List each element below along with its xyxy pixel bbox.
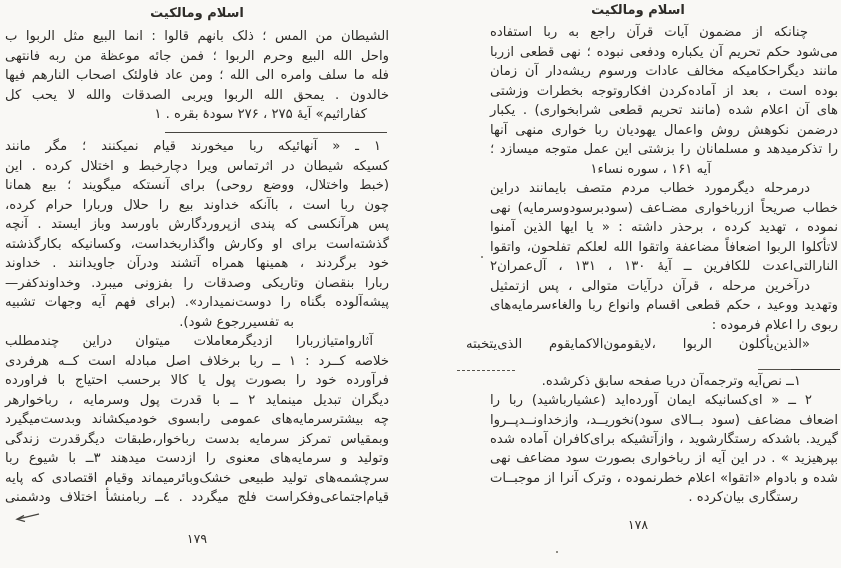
text-line: چون ربا است ، باآنکه خداوند بیع را حلال وربارا حرام کرده،	[5, 197, 389, 213]
text-line: وتهدید ووعید ، حکم قطعی اقسام وانواع ربا والغاءسرمایه‌های	[490, 298, 838, 313]
text-line: مانند دیگراحکامیکه مخالف عادات ورسوم ریشه‌دار آن زمان	[490, 64, 838, 79]
text-line: بپرهیزید » . در این آیه از رباخواری بصورت سود مضاعف نهی	[490, 451, 838, 467]
text-line: خلاصه کــرد : ۱ ــ ربا برخلاف اصل مبادله است کــه هرفردی	[5, 353, 389, 369]
text-line: پس هرآنکسی که پندی ازپروردگارش باورسد وباز ایستد . آنچه	[5, 217, 389, 232]
text-line: شده و بادوام «اتقوا» اعلام خطرنموده ، وترک آنرا از موجبــات	[490, 470, 838, 486]
text-line: فرآورده خود را بصورت پول یا کالا برحسب احتیاج با فراورده	[5, 373, 389, 388]
text-line: ۲ ــ « ای‌کسانیکه ایمان آورده‌اید (عشیارباشید) ربا را	[490, 393, 812, 409]
text-line: پیشه‌آلوده بگناه را دوست‌نمیدارد». (برای فهم آیه وجهات تشبیه	[5, 295, 389, 310]
text-line: به تفسیررجوع شود).	[179, 314, 294, 330]
text-line: سرچشمه‌های تولید طبیعی خشک‌وبائرمیماند وقیام اقتصادی که پایه	[5, 470, 389, 486]
right-footnote-separator-right-segment	[758, 369, 840, 370]
text-line: چنانکه از مضمون آیات قرآن راجع به ربا استفاده	[490, 25, 808, 40]
text-line: النارالتی‌اعدت للکافرین ــ آیهٔ ۱۳۰ ، ۱۳۱ ، آل‌عمران۲	[490, 259, 838, 274]
text-line: قیام‌اجتماعی‌وفکراست فلج میگردد . ٤ــ ربامنشأ اختلاف ودشمنی	[5, 490, 389, 505]
text-line: ۱ــ نص‌آیه وترجمه‌آن دریا صفحه سابق ذکرشده.	[541, 374, 801, 389]
text-line: اضعاف مضاعف (سود بــالای سود)نخوریــد، وازخداونــدپــروا	[490, 412, 838, 428]
text-line: کسیکه شیطان در اثرتماس ویرا دچارخبط و اختلال کرده . این	[5, 158, 389, 174]
text-line: را تذکرمیدهد و مسلمانان را بزشتی این عمل متوجه میسازد ؛	[490, 142, 838, 157]
text-line: درآخرین مرحله ، قرآن درآیات متوالی ، پس ازتمثیل	[490, 278, 810, 294]
handwritten-arrow-icon	[11, 510, 41, 524]
right-footnote-block	[490, 372, 838, 507]
text-line: خود برگردند ، همینها همراه آتشند ودرآن جاویدانند . خداوند	[5, 256, 389, 271]
text-line: کفاراثیم» آیهٔ ۲۷۵ ، ۲۷۶ سودهٔ بقره . ۱	[154, 107, 367, 122]
text-line: واحل الله البیع وحرم الربوا ؛ فمن جائه موعظة من ربه فانتهی	[5, 48, 389, 64]
text-line: (خبط واختلال، ووضع روحی) برای آنستکه میگویند ؛ بیع همانا	[5, 178, 389, 193]
left-quote-block	[5, 27, 389, 125]
scan-speck	[556, 551, 558, 553]
text-line: رستگاری بیان‌کرده .	[688, 490, 798, 506]
left-footnote-block	[5, 137, 389, 508]
left-footnote-separator	[165, 132, 387, 133]
right-footnote-separator-left-segment	[457, 370, 515, 371]
text-line: «الذین‌یأکلون الربوا ،لایقومون‌الاکمایقوم الذی‌یتخبته	[466, 337, 810, 352]
text-line: گیرید. باشدکه رستگارشوید ، وازآتشیکه برای‌کافران آماده شده	[490, 432, 838, 448]
text-line: لاتأکلوا الربوا اضعافاً مضاعفة واتقوا الله لعلکم تفلحون، واتقوا	[490, 239, 838, 255]
text-line: خالدون . یمحق الله الربوا ویربی الصدقات والله لا یحب کل	[5, 87, 389, 103]
text-line: ربارا بنقصان وتاریکی وصدقات را بفزونی میبرد. وخداوندکفر—	[5, 275, 389, 291]
text-line: فله ما سلف وامره الی الله ؛ ومن عاد فاولئک اصحاب النارهم فیها	[5, 68, 389, 83]
text-line: نموده ، تهدید کرده ، برحذر داشته : « یا ایها الذین آمنوا	[490, 220, 838, 235]
scan-speck	[481, 256, 483, 258]
text-line: ۱ ـ « آنهائیکه ربا میخورند قیام نمیکنند ؛ مگر مانند	[5, 139, 381, 154]
text-line: درضمن نکوهش روش واعمال یهودیان ربا خواری منهی آنها	[490, 122, 838, 138]
text-line: آیه ۱۶۱ ، سوره نساء۱	[590, 161, 711, 177]
text-line: بوده است ، بعد از آماده‌کردن افکاروتوجه بخطرات وزشتی‌	[490, 83, 838, 99]
left-page-number: ۱۷۹	[186, 531, 208, 546]
text-line: الشیطان من المس ؛ ذلک بانهم قالوا : انما البیع مثل الربوا ب	[5, 29, 389, 44]
left-page-title: اسلام ومالکیت	[150, 6, 244, 21]
text-line: ربوی را اعلام فرموده :	[711, 317, 838, 333]
text-line: درمرحله دیگرمورد خطاب مردم متصف بایمانند دراین	[490, 181, 810, 196]
right-page-number: ۱۷۸	[627, 517, 649, 532]
text-line: دیگران تبدیل مینماید ۲ ــ با قدرت پول وسرمایه ، رباخوارهر	[5, 392, 390, 408]
right-page	[466, 0, 838, 568]
text-line: می‌شود حکم تحریم آن یکباره ودفعی نبوده ؛ نهی قطعی ازربا	[490, 44, 838, 60]
right-page-title: اسلام ومالکیت	[591, 3, 685, 18]
text-line: های آن اعلام شده (مانند تحریم قطعی شرابخواری) . یکبار	[490, 103, 838, 118]
text-line: وبمقیاس تمرکز سرمایه بدست رباخوار،طبقات دیگرقدرت زندگی	[5, 431, 389, 447]
left-page	[5, 0, 389, 568]
right-body-block	[466, 23, 838, 355]
text-line: آثاروامتیازربارا ازدیگرمعاملات میتوان دراین چندمطلب	[5, 334, 373, 349]
text-line: گذشته‌است برای او وکارش واگذاربخداست، وکسانیکه بکارگذشته	[5, 236, 389, 252]
text-line: چه بیشترسرمایه‌های عمومی رابسوی خودمیکشاند وبدست‌میگیرد	[5, 412, 389, 427]
text-line: وتولید و سرمایه‌های معنوی را ازدست میدهند ۳ــ با شیوع ربا	[5, 451, 389, 466]
text-line: خطاب صریحاً ازرباخواری مضـاعف (سودبرسودوسرمایه) نهی	[490, 200, 838, 216]
